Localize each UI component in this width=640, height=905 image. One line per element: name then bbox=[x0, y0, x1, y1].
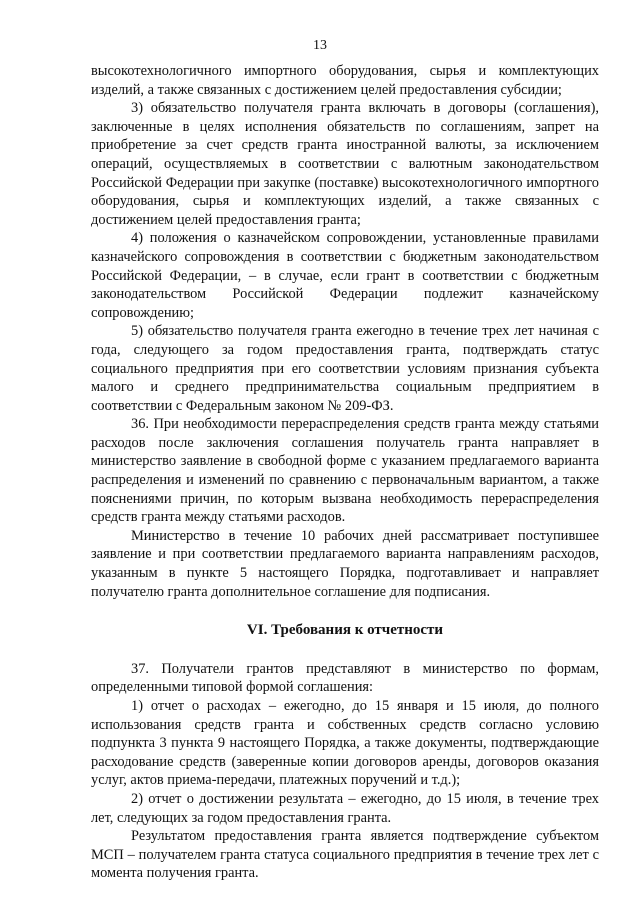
paragraph-clause-36: 36. При необходимости перераспределения средств гранта между статьями расходов после заключения соглашения получатель гранта направляет в министерство заявление в свободной форме с указанием предлагаемого варианта распределения и изменений по сравнению с первоначальным вариантом, а также пояснениями причин, по которым вызвана необходимость перераспределения средств гранта между статьями расходов. bbox=[91, 416, 599, 526]
paragraph-item-3: 3) обязательство получателя гранта включать в договоры (соглашения), заключенные в целях исполнения обязательств по соглашениям, запрет на приобретение за счет средств гранта иностранной валюты, за исключением операций, осуществляемых в соответствии с валютным законодательством Российской Федерации при закупке (поставке) высокотехнологичного импортного оборудования, сырья и комплектующих изделий, а также связанных с достижением целей предоставления гранта; bbox=[91, 100, 599, 228]
paragraph-result-report: 2) отчет о достижении результата – ежегодно, до 15 июля, в течение трех лет, следующих за годом предоставления гранта. bbox=[91, 790, 599, 826]
paragraph-ministry-review: Министерство в течение 10 рабочих дней рассматривает поступившее заявление и при соответствии предлагаемого варианта направлениям расходов, указанным в пункте 5 настоящего Порядка, подготавливает и направляет получателю гранта дополнительное соглашение для подписания. bbox=[91, 527, 599, 600]
section-heading: VI. Требования к отчетности bbox=[246, 622, 444, 639]
paragraph-clause-37: 37. Получатели грантов представляют в министерство по формам, определенными типовой формой соглашения: bbox=[91, 660, 599, 696]
page-number: 13 bbox=[313, 38, 327, 53]
paragraph-item-5: 5) обязательство получателя гранта ежегодно в течение трех лет начиная с года, следующего за годом предоставления гранта, подтверждать статус социального предприятия при его соответствии условиям признания субъекта малого и среднего предпринимательства социальным предприятием в соответствии с Федеральным законом № 209-ФЗ. bbox=[91, 323, 599, 414]
paragraph-continuation: высокотехнологичного импортного оборудования, сырья и комплектующих изделий, а также связанных с достижением целей предоставления субсидии; bbox=[91, 63, 599, 98]
paragraph-item-4: 4) положения о казначейском сопровождении, установленные правилами казначейского сопровождения в соответствии с бюджетным законодательством Российской Федерации, – в случае, если грант в соответствии с бюджетным законодательством Российской Федерации подлежит казначейскому сопровождению; bbox=[91, 230, 599, 321]
paragraph-expense-report: 1) отчет о расходах – ежегодно, до 15 января и 15 июля, до полного использования средств гранта и собственных средств согласно условию подпункта 3 пункта 9 настоящего Порядка, а также документы, подтверждающие расходование средств (заверенные копии договоров аренды, договоров оказания услуг, актов приема-передачи, платежных поручений и т.д.); bbox=[91, 698, 599, 789]
paragraph-grant-result: Результатом предоставления гранта является подтверждение субъектом МСП – получателем гранта статуса социального предприятия в течение трех лет с момента получения гранта. bbox=[91, 828, 599, 882]
document-body bbox=[91, 62, 599, 883]
